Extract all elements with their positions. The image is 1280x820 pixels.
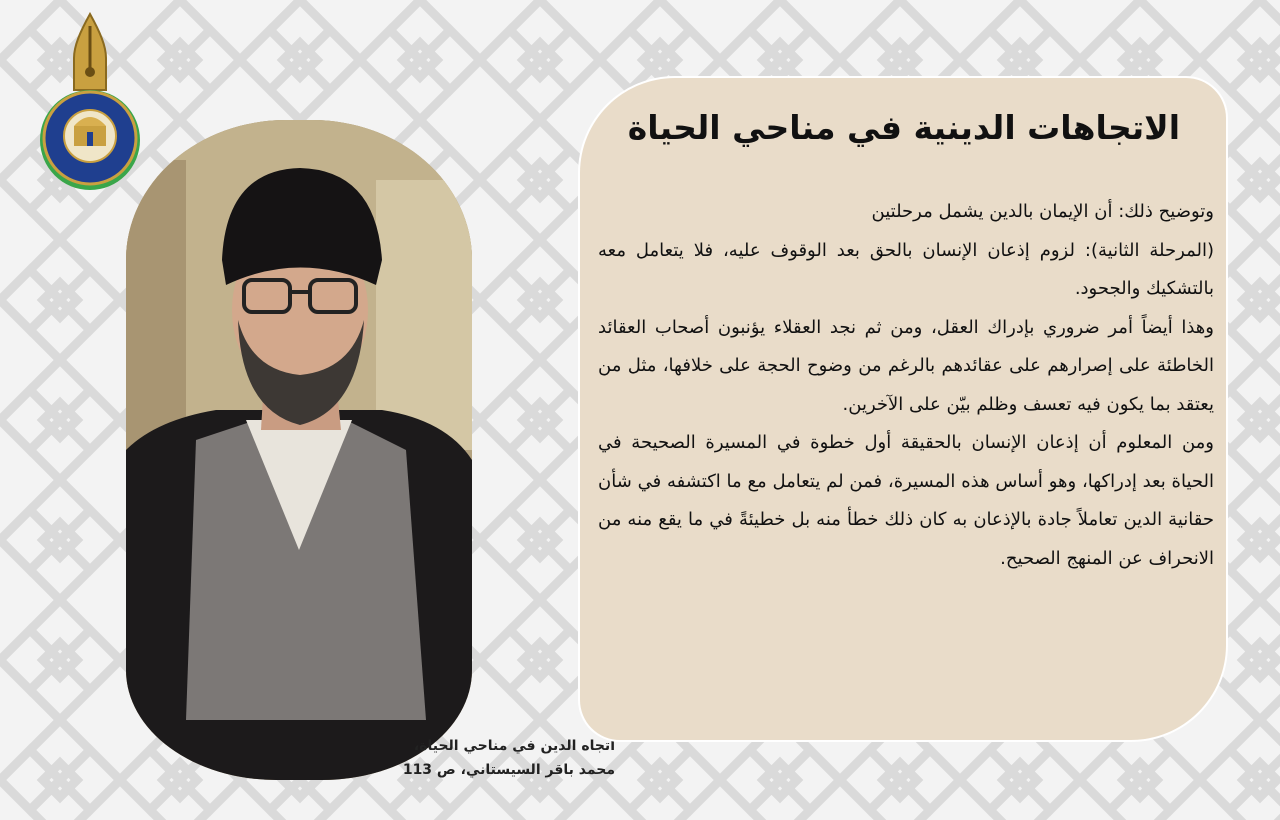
citation-line-1: اتجاه الدين في مناحي الحياة، <box>413 738 615 754</box>
person-portrait-icon <box>126 120 472 780</box>
body-text <box>598 193 1214 578</box>
portrait-frame <box>126 120 472 780</box>
paragraph: ومن المعلوم أن إذعان الإنسان بالحقيقة أول خطوة في المسيرة الصحيحة في الحياة بعد إدراكها، وهو أساس هذه المسيرة، فمن لم يتعامل مع ما اكتشفه في شأن حقانية الدين تعاملاً جادة بالإذعان به كان ذلك خطأ منه بل خطيئةً في ما يقع منه من الانحراف عن المنهج الصحيح. <box>598 432 1214 569</box>
paragraph: وتوضيح ذلك: أن الإيمان بالدين يشمل مرحلتين <box>871 201 1214 222</box>
paragraph: وهذا أيضاً أمر ضروري بإدراك العقل، ومن ثم نجد العقلاء يؤنبون أصحاب العقائد الخاطئة على إصرارهم على عقائدهم بالرغم من وضوح الحجة على خلافها، مثل من يعتقد بما يكون فيه تعسف وظلم بيّن على الآخرين. <box>598 316 1214 415</box>
citation-caption <box>370 734 615 782</box>
pen-nib-emblem-icon <box>30 12 150 192</box>
paragraph: (المرحلة الثانية): لزوم إذعان الإنسان بالحق بعد الوقوف عليه، فلا يتعامل معه بالتشكيك والجحود. <box>598 239 1214 299</box>
citation-line-2: محمد باقر السيستاني، ص 113 <box>402 762 615 778</box>
page-title: الاتجاهات الدينية في مناحي الحياة <box>627 108 1180 147</box>
